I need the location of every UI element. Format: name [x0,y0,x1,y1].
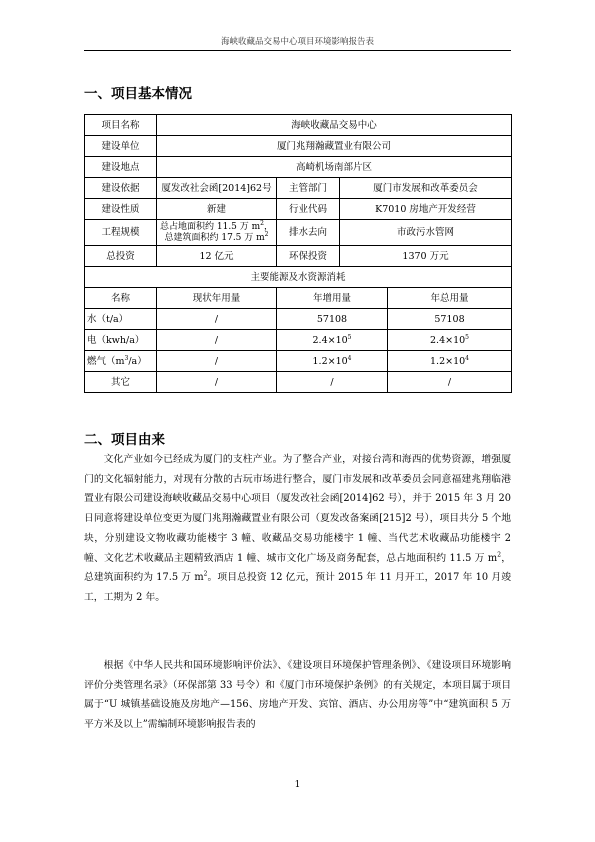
basis-value: 厦发改社会函[2014]62号 [157,178,277,199]
scale-value: 总占地面积约 11.5 万 $m^2$， 总建筑面积约 17.5 万 $m^2$ [157,220,277,246]
nature-label: 建设性质 [85,199,157,220]
table-row [85,220,512,246]
row-electric-added [277,330,388,351]
row-other-added: / [277,372,388,393]
page-header: 海峡收藏品交易中心项目环境影响报告表 [220,37,374,47]
row-electric-current: / [157,330,277,351]
superscript: 3 [124,354,129,362]
project-name-value: 海峡收藏品交易中心 [157,115,512,136]
table-row [85,178,512,199]
col-header-name: 名称 [85,288,157,309]
table-row [85,157,512,178]
invest-value: 12 亿元 [157,246,277,267]
row-electric-total [388,330,512,351]
section-title-basic-info: 一、项目基本情况 [84,86,192,102]
nature-value: 新建 [157,199,277,220]
env-invest-value: 1370 万元 [340,246,512,267]
scale-line-1: 总占地面积约 11.5 万 m [160,221,261,232]
unit-value: 厦门兆翔瀚藏置业有限公司 [157,136,512,157]
location-label: 建设地点 [85,157,157,178]
table-row [85,288,512,309]
drain-value: 市政污水管网 [340,220,512,246]
section-title-origin: 二、项目由来 [84,432,165,448]
authority-value: 厦门市发展和改革委员会 [340,178,512,199]
paragraph-origin-1 [84,450,511,608]
row-other-current: / [157,372,277,393]
table-row [85,246,512,267]
row-gas-added [277,351,388,372]
superscript: 5 [347,333,352,341]
superscript: 2 [497,551,502,559]
table-row [85,267,512,288]
table-row [85,372,512,393]
col-header-added: 年增用量 [277,288,388,309]
table-row [85,199,512,220]
superscript: 2 [203,570,208,578]
table-row [85,330,512,351]
env-invest-label: 环保投资 [277,246,340,267]
row-water-added: 57108 [277,309,388,330]
basis-label: 建设依据 [85,178,157,199]
row-gas-name [85,351,157,372]
row-other-name: 其它 [85,372,157,393]
industry-label: 行业代码 [277,199,340,220]
row-other-total: / [388,372,512,393]
table-row [85,115,512,136]
table-row [85,309,512,330]
project-name-label: 项目名称 [85,115,157,136]
scale-line-2: 总建筑面积约 17.5 万 m [164,232,265,243]
superscript: 2 [260,219,264,227]
row-water-name: 水（t/a） [85,309,157,330]
superscript: 5 [465,333,469,341]
energy-header: 主要能源及水资源消耗 [85,267,512,288]
row-water-current: / [157,309,277,330]
value: 1.2×10 [430,355,466,367]
row-gas-total [388,351,512,372]
table-row [85,136,512,157]
col-header-current: 现状年用量 [157,288,277,309]
authority-label: 主管部门 [277,178,340,199]
row-water-total: 57108 [388,309,512,330]
superscript: 2 [264,230,269,238]
col-header-total: 年总用量 [388,288,512,309]
paragraph-text: 根据《中华人民共和国环境影响评价法》、《建设项目环境保护管理条例》、《建设项目环境影响评价分类管理名录》（环保部第 33 号令）和《厦门市环境保护条例》的有关规定，本项目属于项目属于“U 城镇基础设施及房地产—156、房地产开发、宾馆、酒店、办公用房等”中“建筑面积 5 万平方米及以上”需编制环境影响报告表的 [84,660,511,731]
drain-label: 排水去向 [277,220,340,246]
project-info-table [84,114,512,393]
paragraph-text: 文化产业如今已经成为厦门的支柱产业。为了整合产业，对接台湾和海西的优势资源，增强厦门的文化辐射能力，对现有分散的古玩市场进行整合，厦门市发展和改革委员会同意福建兆翔临港置业有限公司建设海峡收藏品交易中心项目（厦发改社会函[2014]62 号），并于 2015 年 3 月 20 日同意将建设单位变更为厦门兆翔瀚藏置业有限公司（夏发改备案函[215]2 号），项目共分 5 个地块，分别建设文物收藏功能楼宇 3 幢、收藏品交易功能楼宇 1 幢、当代艺术收藏品功能楼宇 2 幢、文化艺术收藏品主题精致酒店 1 幢、城市文化广场及商务配套，总占地面积约 11.5 万 m [84,454,511,564]
paragraph-text: 。项目总投资 12 亿元，预计 2015 年 11 月开工，2017 年 10 月竣工，工期为 2 年。 [84,572,511,603]
paragraph-text: ，总建筑面积约为 17.5 万 m [84,552,511,584]
superscript: 4 [347,354,352,362]
scale-label: 工程规模 [85,220,157,246]
industry-value: K7010 房地产开发经营 [340,199,512,220]
page-number: 1 [294,780,301,790]
value: /a） [128,355,147,367]
value: 1.2×10 [312,355,348,367]
header-rule [84,50,511,51]
superscript: 4 [465,354,469,362]
value: 2.4×10 [430,334,466,346]
value: 2.4×10 [312,334,348,346]
paragraph-origin-2 [84,656,511,735]
unit-label: 建设单位 [85,136,157,157]
invest-label: 总投资 [85,246,157,267]
value: 燃气（m [87,355,125,367]
row-electric-name: 电（kwh/a） [85,330,157,351]
table-row [85,351,512,372]
location-value: 高崎机场南部片区 [157,157,512,178]
row-gas-current: / [157,351,277,372]
